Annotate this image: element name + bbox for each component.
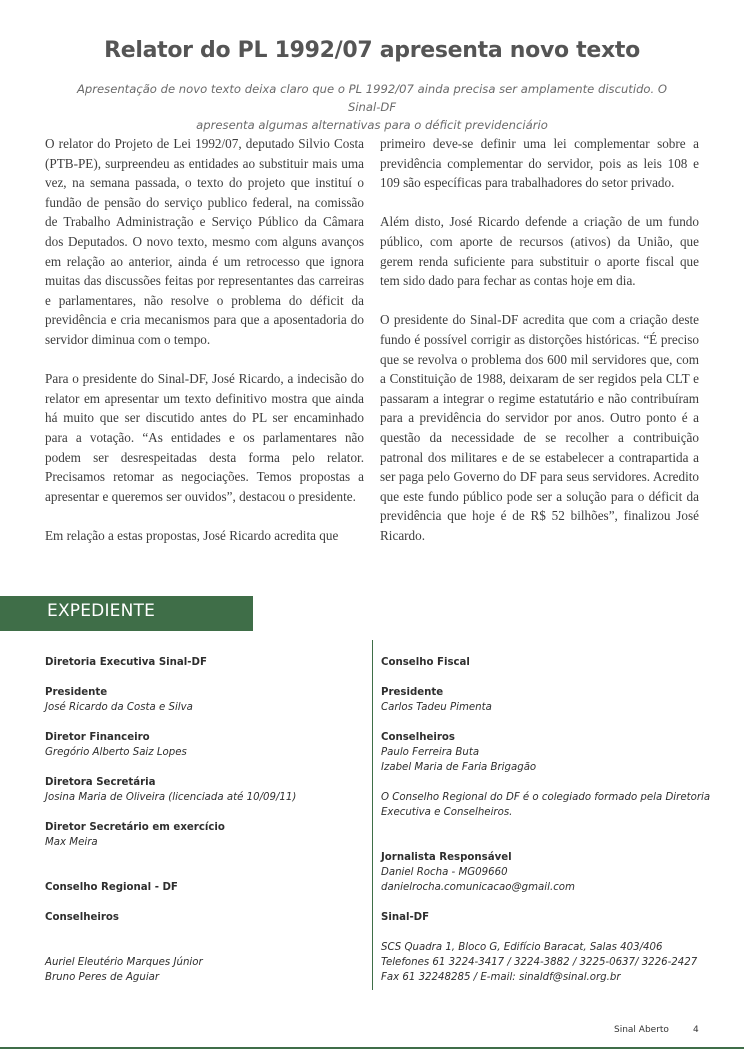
conselheiro-name: Paulo Ferreira Buta <box>381 747 480 758</box>
diretora-secretaria-label: Diretora Secretária <box>45 777 156 788</box>
article-column-right <box>380 134 699 565</box>
paragraph: O presidente do Sinal-DF acredita que com a criação deste fundo é possível corrigir as distorções históricas. “É preciso que se revolva o problema dos 600 mil servidores que, com a Constituição de 1988, deixaram de ser regidos pela CLT e passaram a integrar o regime estatutário e não contribuíram para a previdência do servidor por anos. Outro ponto é a questão da necessidade de se recolher a contribuição patronal dos militares e de se estabelecer a contrapartida a ser paga pelo Governo do DF para seus servidores. Acredito que este fundo público pode ser a solução para o déficit da previdência que hoje é de R$ 52 bilhões”, finalizou José Ricardo. <box>380 312 699 543</box>
diretor-exercicio-name: Max Meira <box>45 837 98 848</box>
paragraph: O relator do Projeto de Lei 1992/07, deputado Silvio Costa (PTB-PE), surpreendeu as entidades ao substituir mais uma vez, na semana passada, o texto do projeto que instituí o fundão de pensão do serviço publico federal, na comissão de Trabalho Administração e Serviço Público da Câmara dos Deputados. O novo texto, mesmo com alguns avanços em relação ao anterior, ainda é um retrocesso que ignora muitas das discussões feitas por representantes das carreiras e parlamentares, não resolve o problema do déficit da previdência e cria mecanismos para que a aposentadoria do servidor diminua com o tempo. <box>45 136 364 347</box>
footer-rule <box>0 1047 744 1049</box>
jornalista-label: Jornalista Responsável <box>381 852 512 863</box>
conselho-regional-heading: Conselho Regional - DF <box>45 882 178 893</box>
article-subtitle <box>60 80 684 134</box>
diretor-exercicio-label: Diretor Secretário em exercício <box>45 822 225 833</box>
expediente-heading: EXPEDIENTE <box>47 601 156 621</box>
fax-email-line: Fax 61 32248285 / E-mail: sinaldf@sinal.org.br <box>381 972 621 983</box>
conselho-note-line: O Conselho Regional do DF é o colegiado formado pela Diretoria <box>381 792 711 803</box>
address-line: SCS Quadra 1, Bloco G, Edifício Baracat, Salas 403/406 <box>381 942 663 953</box>
presidente-name: Carlos Tadeu Pimenta <box>381 702 492 713</box>
presidente-label: Presidente <box>45 687 108 698</box>
paragraph: Para o presidente do Sinal-DF, José Ricardo, a indecisão do relator em apresentar um texto definitivo mostra que ainda há muito que ser discutido antes do PL ser encaminhado para a votação. “As entidades e os parlamentares não podem ser desrespeitadas desta forma pelo relator. Precisamos retomar as negociações. Temos propostas a apresentar e queremos ser ouvidos”, destacou o presidente. <box>45 371 364 504</box>
diretoria-heading: Diretoria Executiva Sinal-DF <box>45 657 207 668</box>
conselheiro-name: Izabel Maria de Faria Brigagão <box>381 762 537 773</box>
expediente-left-column <box>45 655 365 985</box>
subtitle-line-1: Apresentação de novo texto deixa claro que o PL 1992/07 ainda precisa ser amplamente discutido. O Sinal-DF <box>76 82 668 114</box>
presidente-name: José Ricardo da Costa e Silva <box>45 702 193 713</box>
conselheiros-label: Conselheiros <box>45 912 119 923</box>
jornalista-email: danielrocha.comunicacao@gmail.com <box>381 882 575 893</box>
paragraph: Além disto, José Ricardo defende a criação de um fundo público, com aporte de recursos (ativos) da União, que gerem renda suficiente para substituir o aporte fiscal que tem sido dado para fechar as contas hoje em dia. <box>380 214 699 289</box>
conselheiro-name: Bruno Peres de Aguiar <box>45 972 160 983</box>
conselho-fiscal-heading: Conselho Fiscal <box>381 657 470 668</box>
expediente-divider <box>372 640 373 990</box>
conselheiros-label: Conselheiros <box>381 732 455 743</box>
jornalista-name: Daniel Rocha - MG09660 <box>381 867 508 878</box>
conselheiro-name: Auriel Eleutério Marques Júnior <box>45 957 203 968</box>
paragraph: primeiro deve-se definir uma lei complementar sobre a previdência complementar do servidor, pois as leis 108 e 109 são específicas para trabalhadores do setor privado. <box>380 136 699 191</box>
subtitle-line-2: apresenta algumas alternativas para o déficit previdenciário <box>196 118 548 132</box>
sinal-df-heading: Sinal-DF <box>381 912 430 923</box>
footer-publication: Sinal Aberto <box>614 1025 669 1035</box>
expediente-banner <box>0 596 253 631</box>
expediente-right-column <box>381 655 711 985</box>
footer-page-number: 4 <box>693 1025 699 1035</box>
paragraph: Em relação a estas propostas, José Ricardo acredita que <box>45 527 339 543</box>
article-title: Relator do PL 1992/07 apresenta novo texto <box>104 38 640 63</box>
diretor-financeiro-label: Diretor Financeiro <box>45 732 150 743</box>
conselho-note-line: Executiva e Conselheiros. <box>381 807 513 818</box>
article-column-left <box>45 134 364 565</box>
phones-line: Telefones 61 3224-3417 / 3224-3882 / 3225-0637/ 3226-2427 <box>381 957 698 968</box>
diretora-secretaria-name: Josina Maria de Oliveira (licenciada até 10/09/11) <box>45 792 297 803</box>
diretor-financeiro-name: Gregório Alberto Saiz Lopes <box>45 747 187 758</box>
presidente-label: Presidente <box>381 687 444 698</box>
